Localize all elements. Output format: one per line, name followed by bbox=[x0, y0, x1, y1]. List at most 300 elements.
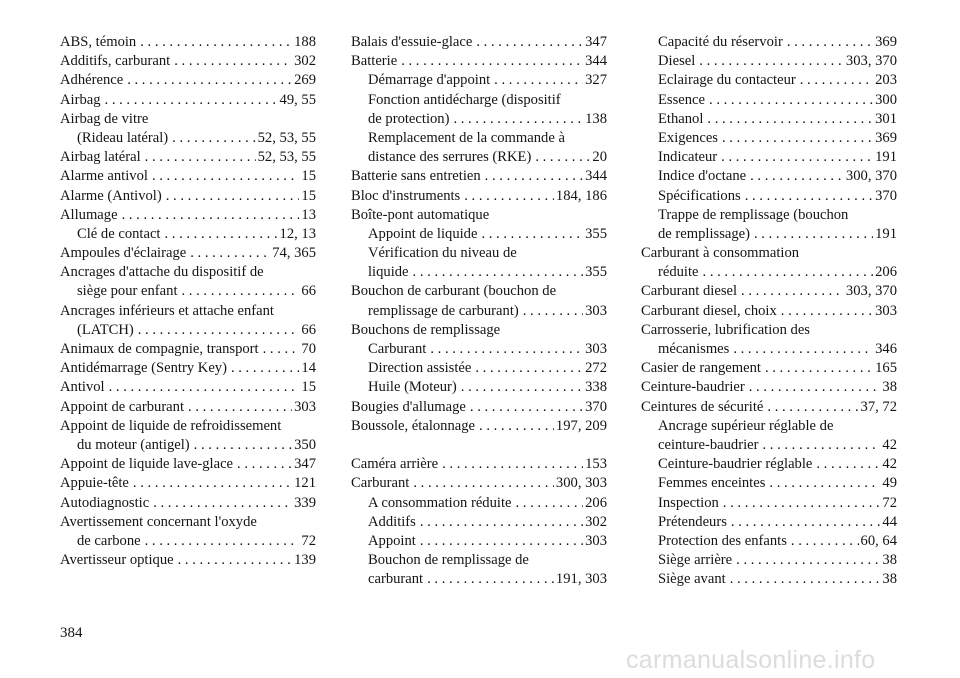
dot-leader bbox=[122, 206, 300, 225]
index-entry bbox=[351, 398, 607, 417]
index-term: Bouchon de carburant (bouchon de bbox=[351, 283, 557, 300]
dot-leader bbox=[750, 167, 844, 186]
dot-leader bbox=[479, 417, 554, 436]
index-entry bbox=[351, 302, 607, 321]
dot-leader bbox=[420, 532, 583, 551]
index-entry bbox=[641, 71, 897, 90]
page-reference: 38 bbox=[882, 571, 897, 588]
page-reference: 347 bbox=[585, 34, 607, 50]
index-term: Indicateur bbox=[658, 149, 718, 166]
index-entry bbox=[641, 436, 897, 455]
page-reference: 74, 365 bbox=[272, 245, 316, 262]
index-term: Airbag bbox=[60, 91, 101, 108]
index-term: Direction assistée bbox=[368, 360, 472, 377]
dot-leader bbox=[401, 52, 583, 71]
dot-leader bbox=[153, 494, 292, 513]
index-entry bbox=[351, 340, 607, 359]
index-entry bbox=[641, 302, 897, 321]
dot-leader bbox=[535, 148, 590, 167]
page-reference: 303 bbox=[585, 341, 607, 357]
dot-leader bbox=[109, 378, 300, 397]
index-entry bbox=[351, 91, 607, 110]
index-column-2 bbox=[351, 33, 607, 589]
page-reference: 139 bbox=[294, 552, 316, 569]
dot-leader bbox=[754, 225, 873, 244]
page-reference: 38 bbox=[882, 552, 897, 569]
index-entry bbox=[351, 71, 607, 90]
page-reference: 60, 64 bbox=[860, 532, 897, 549]
dot-leader bbox=[703, 263, 874, 282]
page-reference: 44 bbox=[882, 513, 897, 530]
index-entry bbox=[641, 110, 897, 129]
index-entry bbox=[351, 494, 607, 513]
page-reference: 66 bbox=[301, 321, 316, 338]
page-reference: 13 bbox=[301, 206, 316, 223]
dot-leader bbox=[145, 532, 300, 551]
index-entry bbox=[641, 321, 897, 340]
index-term: Ancrage supérieur réglable de bbox=[658, 417, 834, 434]
dot-leader bbox=[133, 474, 292, 493]
index-term: Carburant diesel, choix bbox=[641, 302, 777, 319]
index-entry bbox=[60, 206, 316, 225]
index-term: carburant bbox=[368, 571, 424, 588]
index-entry bbox=[641, 455, 897, 474]
index-entry bbox=[351, 532, 607, 551]
index-term: (LATCH) bbox=[77, 321, 134, 338]
page-reference: 52, 53, 55 bbox=[257, 129, 316, 146]
index-term: Animaux de compagnie, transport bbox=[60, 341, 259, 357]
index-entry bbox=[60, 494, 316, 513]
dot-leader bbox=[476, 33, 583, 52]
page-reference: 121 bbox=[294, 475, 316, 492]
index-term: Diesel bbox=[658, 53, 696, 70]
index-term: Clé de contact bbox=[77, 225, 161, 242]
page-reference: 14 bbox=[301, 360, 316, 377]
page-reference: 206 bbox=[585, 494, 607, 511]
index-entry bbox=[60, 359, 316, 378]
dot-leader bbox=[709, 91, 873, 110]
index-entry bbox=[60, 110, 316, 129]
dot-leader bbox=[731, 513, 881, 532]
dot-leader bbox=[190, 244, 270, 263]
dot-leader bbox=[736, 551, 880, 570]
index-term: Bouchons de remplissage bbox=[351, 321, 501, 338]
page-reference: 72 bbox=[882, 494, 897, 511]
index-term: Huile (Moteur) bbox=[368, 379, 457, 396]
index-entry bbox=[351, 263, 607, 282]
page-reference: 327 bbox=[585, 72, 607, 89]
dot-leader bbox=[481, 225, 583, 244]
index-entry bbox=[641, 129, 897, 148]
page-reference: 37, 72 bbox=[860, 398, 897, 415]
index-term: de carbone bbox=[77, 532, 141, 549]
dot-leader bbox=[494, 71, 583, 90]
index-term: Démarrage d'appoint bbox=[368, 72, 491, 89]
index-term: Trappe de remplissage (bouchon bbox=[658, 206, 849, 223]
index-term: Antidémarrage (Sentry Key) bbox=[60, 360, 227, 377]
page-reference: 303 bbox=[294, 398, 316, 415]
page-reference: 15 bbox=[301, 168, 316, 185]
dot-leader bbox=[723, 494, 881, 513]
dot-leader bbox=[237, 455, 292, 474]
index-term: Ancrages d'attache du dispositif de bbox=[60, 264, 264, 281]
page-reference: 197, 209 bbox=[555, 417, 607, 434]
page-reference: 165 bbox=[875, 360, 897, 377]
page-number: 384 bbox=[60, 625, 83, 641]
index-term: ABS, témoin bbox=[60, 34, 137, 50]
index-entry bbox=[351, 187, 607, 206]
page-reference: 303 bbox=[875, 302, 897, 319]
watermark-text: carmanualsonline.info bbox=[626, 646, 876, 674]
index-term: Appuie-tête bbox=[60, 475, 129, 492]
dot-leader bbox=[749, 378, 881, 397]
page-reference: 38 bbox=[882, 379, 897, 396]
index-term: Appoint de liquide lave-glace bbox=[60, 456, 234, 473]
dot-leader bbox=[730, 570, 881, 589]
index-entry bbox=[641, 378, 897, 397]
index-entry bbox=[641, 551, 897, 570]
page-reference: 191 bbox=[875, 149, 897, 166]
index-entry bbox=[641, 206, 897, 225]
page-reference: 300 bbox=[875, 91, 897, 108]
page-reference: 49 bbox=[882, 475, 897, 492]
index-term: remplissage de carburant) bbox=[368, 302, 519, 319]
index-entry bbox=[351, 282, 607, 301]
dot-leader bbox=[762, 436, 880, 455]
index-entry bbox=[351, 570, 607, 589]
page-reference: 369 bbox=[875, 34, 897, 50]
page-reference: 203 bbox=[875, 72, 897, 89]
index-term: Balais d'essuie-glace bbox=[351, 34, 473, 50]
index-term: Essence bbox=[658, 91, 706, 108]
dot-leader bbox=[787, 33, 873, 52]
page-reference: 15 bbox=[301, 379, 316, 396]
page-reference: 66 bbox=[301, 283, 316, 300]
page-reference: 42 bbox=[882, 436, 897, 453]
page-reference: 188 bbox=[294, 34, 316, 50]
index-term: Allumage bbox=[60, 206, 118, 223]
dot-leader bbox=[791, 532, 859, 551]
index-term: Carrosserie, lubrification des bbox=[641, 321, 810, 338]
page-reference: 303 bbox=[585, 302, 607, 319]
index-entry bbox=[641, 225, 897, 244]
index-entry bbox=[351, 474, 607, 493]
index-entry bbox=[351, 551, 607, 570]
index-entry bbox=[351, 206, 607, 225]
page-reference: 303, 370 bbox=[845, 283, 897, 300]
page-reference: 191 bbox=[875, 225, 897, 242]
index-term: Ethanol bbox=[658, 110, 704, 127]
index-term: distance des serrures (RKE) bbox=[368, 149, 532, 166]
index-entry bbox=[60, 244, 316, 263]
index-entry bbox=[641, 263, 897, 282]
page-reference: 346 bbox=[875, 341, 897, 357]
page-reference: 303, 370 bbox=[845, 53, 897, 70]
dot-leader bbox=[816, 455, 880, 474]
index-entry bbox=[60, 513, 316, 532]
dot-leader bbox=[231, 359, 299, 378]
dot-leader bbox=[166, 187, 300, 206]
index-entry bbox=[641, 532, 897, 551]
index-entry bbox=[60, 474, 316, 493]
index-entry bbox=[641, 494, 897, 513]
index-term: Capacité du réservoir bbox=[658, 34, 783, 50]
index-entry bbox=[351, 33, 607, 52]
index-term: Femmes enceintes bbox=[658, 475, 766, 492]
index-entry bbox=[351, 455, 607, 474]
index-entry bbox=[641, 398, 897, 417]
page-reference: 15 bbox=[301, 187, 316, 204]
index-entry bbox=[641, 148, 897, 167]
index-entry bbox=[351, 148, 607, 167]
dot-leader bbox=[178, 551, 292, 570]
page-reference: 301 bbox=[875, 110, 897, 127]
index-term: Casier de rangement bbox=[641, 360, 761, 377]
index-term: Appoint de liquide de refroidissement bbox=[60, 417, 282, 434]
index-term: Ceintures de sécurité bbox=[641, 398, 764, 415]
index-term: Adhérence bbox=[60, 72, 124, 89]
index-entry bbox=[60, 52, 316, 71]
index-entry bbox=[351, 417, 607, 436]
page-reference: 344 bbox=[585, 53, 607, 70]
index-entry bbox=[641, 244, 897, 263]
index-term: Alarme (Antivol) bbox=[60, 187, 162, 204]
index-entry bbox=[60, 148, 316, 167]
dot-leader bbox=[765, 359, 873, 378]
dot-leader bbox=[263, 340, 300, 359]
index-term: Alarme antivol bbox=[60, 168, 148, 185]
page-reference: 347 bbox=[294, 456, 316, 473]
index-term: Batterie bbox=[351, 53, 398, 70]
index-entry bbox=[351, 359, 607, 378]
index-entry bbox=[641, 282, 897, 301]
index-term: Siège arrière bbox=[658, 552, 733, 569]
index-term: Boîte-pont automatique bbox=[351, 206, 490, 223]
index-entry bbox=[641, 33, 897, 52]
dot-leader bbox=[523, 302, 583, 321]
index-term: Bouchon de remplissage de bbox=[368, 552, 529, 569]
index-term: Caméra arrière bbox=[351, 456, 439, 473]
dot-leader bbox=[769, 474, 880, 493]
index-entry bbox=[60, 33, 316, 52]
dot-leader bbox=[442, 455, 583, 474]
dot-leader bbox=[420, 513, 583, 532]
dot-leader bbox=[164, 225, 277, 244]
index-term: Ceinture-baudrier bbox=[641, 379, 745, 396]
index-entry bbox=[60, 71, 316, 90]
index-term: Avertisseur optique bbox=[60, 552, 174, 569]
index-entry bbox=[351, 129, 607, 148]
page-reference: 355 bbox=[585, 225, 607, 242]
page-reference: 52, 53, 55 bbox=[257, 149, 316, 166]
dot-leader bbox=[138, 321, 300, 340]
page-reference: 138 bbox=[585, 110, 607, 127]
page-reference: 72 bbox=[301, 532, 316, 549]
index-term: Avertissement concernant l'oxyde bbox=[60, 513, 257, 530]
page-reference: 302 bbox=[585, 513, 607, 530]
index-term: Spécifications bbox=[658, 187, 741, 204]
page-reference: 49, 55 bbox=[279, 91, 316, 108]
dot-leader bbox=[721, 148, 873, 167]
page-reference: 42 bbox=[882, 456, 897, 473]
dot-leader bbox=[745, 187, 873, 206]
dot-leader bbox=[174, 52, 292, 71]
dot-leader bbox=[430, 340, 583, 359]
page-reference: 272 bbox=[585, 360, 607, 377]
page-reference: 338 bbox=[585, 379, 607, 396]
index-entry bbox=[60, 455, 316, 474]
page-reference: 206 bbox=[875, 264, 897, 281]
dot-leader bbox=[188, 398, 292, 417]
index-term: Fonction antidécharge (dispositif bbox=[368, 91, 561, 108]
index-term: Vérification du niveau de bbox=[368, 245, 517, 262]
index-term: de remplissage) bbox=[658, 225, 750, 242]
page-reference: 303 bbox=[585, 532, 607, 549]
dot-leader bbox=[413, 263, 584, 282]
index-entry bbox=[60, 302, 316, 321]
index-term: Bougies d'allumage bbox=[351, 398, 466, 415]
dot-leader bbox=[145, 148, 256, 167]
dot-leader bbox=[127, 71, 292, 90]
dot-leader bbox=[172, 129, 255, 148]
page-reference: 184, 186 bbox=[555, 187, 607, 204]
index-entry bbox=[351, 225, 607, 244]
page-reference: 269 bbox=[294, 72, 316, 89]
index-entry bbox=[641, 474, 897, 493]
dot-leader bbox=[767, 398, 858, 417]
index-entry bbox=[641, 340, 897, 359]
index-entry bbox=[641, 417, 897, 436]
index-term: Appoint de liquide bbox=[368, 225, 478, 242]
index-term: Remplacement de la commande à bbox=[368, 129, 565, 146]
page-reference: 355 bbox=[585, 264, 607, 281]
index-term: Eclairage du contacteur bbox=[658, 72, 796, 89]
dot-leader bbox=[413, 474, 554, 493]
page-reference: 12, 13 bbox=[279, 225, 316, 242]
dot-leader bbox=[699, 52, 844, 71]
index-entry bbox=[60, 167, 316, 186]
page-reference: 300, 303 bbox=[555, 475, 607, 492]
index-column-3 bbox=[641, 33, 897, 589]
index-term: Protection des enfants bbox=[658, 532, 787, 549]
index-entry bbox=[60, 340, 316, 359]
index-term: du moteur (antigel) bbox=[77, 436, 190, 453]
dot-leader bbox=[475, 359, 583, 378]
index-term: Ceinture-baudrier réglable bbox=[658, 456, 813, 473]
index-term: ceinture-baudrier bbox=[658, 436, 759, 453]
index-term: Autodiagnostic bbox=[60, 494, 150, 511]
dot-leader bbox=[105, 91, 278, 110]
index-term: liquide bbox=[368, 264, 409, 281]
dot-leader bbox=[741, 282, 844, 301]
dot-leader bbox=[781, 302, 873, 321]
dot-leader bbox=[733, 340, 873, 359]
dot-leader bbox=[182, 282, 300, 301]
index-entry bbox=[60, 263, 316, 282]
index-term: (Rideau latéral) bbox=[77, 129, 169, 146]
dot-leader bbox=[515, 494, 583, 513]
dot-leader bbox=[427, 570, 554, 589]
dot-leader bbox=[464, 187, 554, 206]
page-reference: 302 bbox=[294, 53, 316, 70]
index-term: Appoint de carburant bbox=[60, 398, 185, 415]
index-entry bbox=[60, 91, 316, 110]
index-entry bbox=[641, 91, 897, 110]
page-reference: 350 bbox=[294, 436, 316, 453]
index-term: siège pour enfant bbox=[77, 283, 178, 300]
page-reference: 369 bbox=[875, 129, 897, 146]
index-entry bbox=[641, 513, 897, 532]
index-term: Carburant bbox=[368, 341, 427, 357]
page-reference: 300, 370 bbox=[845, 168, 897, 185]
page-reference: 191, 303 bbox=[555, 571, 607, 588]
index-entry bbox=[641, 167, 897, 186]
index-entry bbox=[351, 378, 607, 397]
dot-leader bbox=[140, 33, 292, 52]
index-term: Antivol bbox=[60, 379, 105, 396]
section-gap bbox=[351, 436, 607, 455]
index-entry bbox=[641, 359, 897, 378]
index-entry bbox=[60, 225, 316, 244]
dot-leader bbox=[453, 110, 583, 129]
index-column-1 bbox=[60, 33, 316, 570]
page-reference: 344 bbox=[585, 168, 607, 185]
index-term: Exigences bbox=[658, 129, 718, 146]
page-reference: 153 bbox=[585, 456, 607, 473]
dot-leader bbox=[152, 167, 299, 186]
index-term: Batterie sans entretien bbox=[351, 168, 481, 185]
index-entry bbox=[351, 110, 607, 129]
index-term: Bloc d'instruments bbox=[351, 187, 461, 204]
dot-leader bbox=[470, 398, 583, 417]
dot-leader bbox=[485, 167, 583, 186]
page-reference: 339 bbox=[294, 494, 316, 511]
index-term: Appoint bbox=[368, 532, 416, 549]
index-entry bbox=[351, 167, 607, 186]
index-term: Prétendeurs bbox=[658, 513, 727, 530]
index-term: mécanismes bbox=[658, 341, 730, 357]
index-term: Inspection bbox=[658, 494, 719, 511]
index-entry bbox=[60, 129, 316, 148]
dot-leader bbox=[800, 71, 873, 90]
dot-leader bbox=[722, 129, 873, 148]
index-term: Airbag latéral bbox=[60, 149, 141, 166]
index-term: Ampoules d'éclairage bbox=[60, 245, 187, 262]
index-entry bbox=[60, 398, 316, 417]
dot-leader bbox=[707, 110, 873, 129]
index-entry bbox=[60, 378, 316, 397]
page-reference: 370 bbox=[585, 398, 607, 415]
index-entry bbox=[60, 321, 316, 340]
index-entry bbox=[641, 187, 897, 206]
index-term: Carburant à consommation bbox=[641, 245, 800, 262]
index-term: Carburant diesel bbox=[641, 283, 738, 300]
index-term: Airbag de vitre bbox=[60, 110, 149, 127]
dot-leader bbox=[461, 378, 583, 397]
index-entry bbox=[60, 187, 316, 206]
index-term: réduite bbox=[658, 264, 699, 281]
page-reference: 70 bbox=[301, 341, 316, 357]
index-term: Additifs bbox=[368, 513, 416, 530]
index-entry bbox=[351, 321, 607, 340]
index-term: Ancrages inférieurs et attache enfant bbox=[60, 302, 274, 319]
index-term: Indice d'octane bbox=[658, 168, 747, 185]
page-reference: 20 bbox=[592, 149, 607, 166]
index-entry bbox=[351, 244, 607, 263]
index-entry bbox=[351, 513, 607, 532]
index-term: A consommation réduite bbox=[368, 494, 512, 511]
index-entry bbox=[60, 532, 316, 551]
